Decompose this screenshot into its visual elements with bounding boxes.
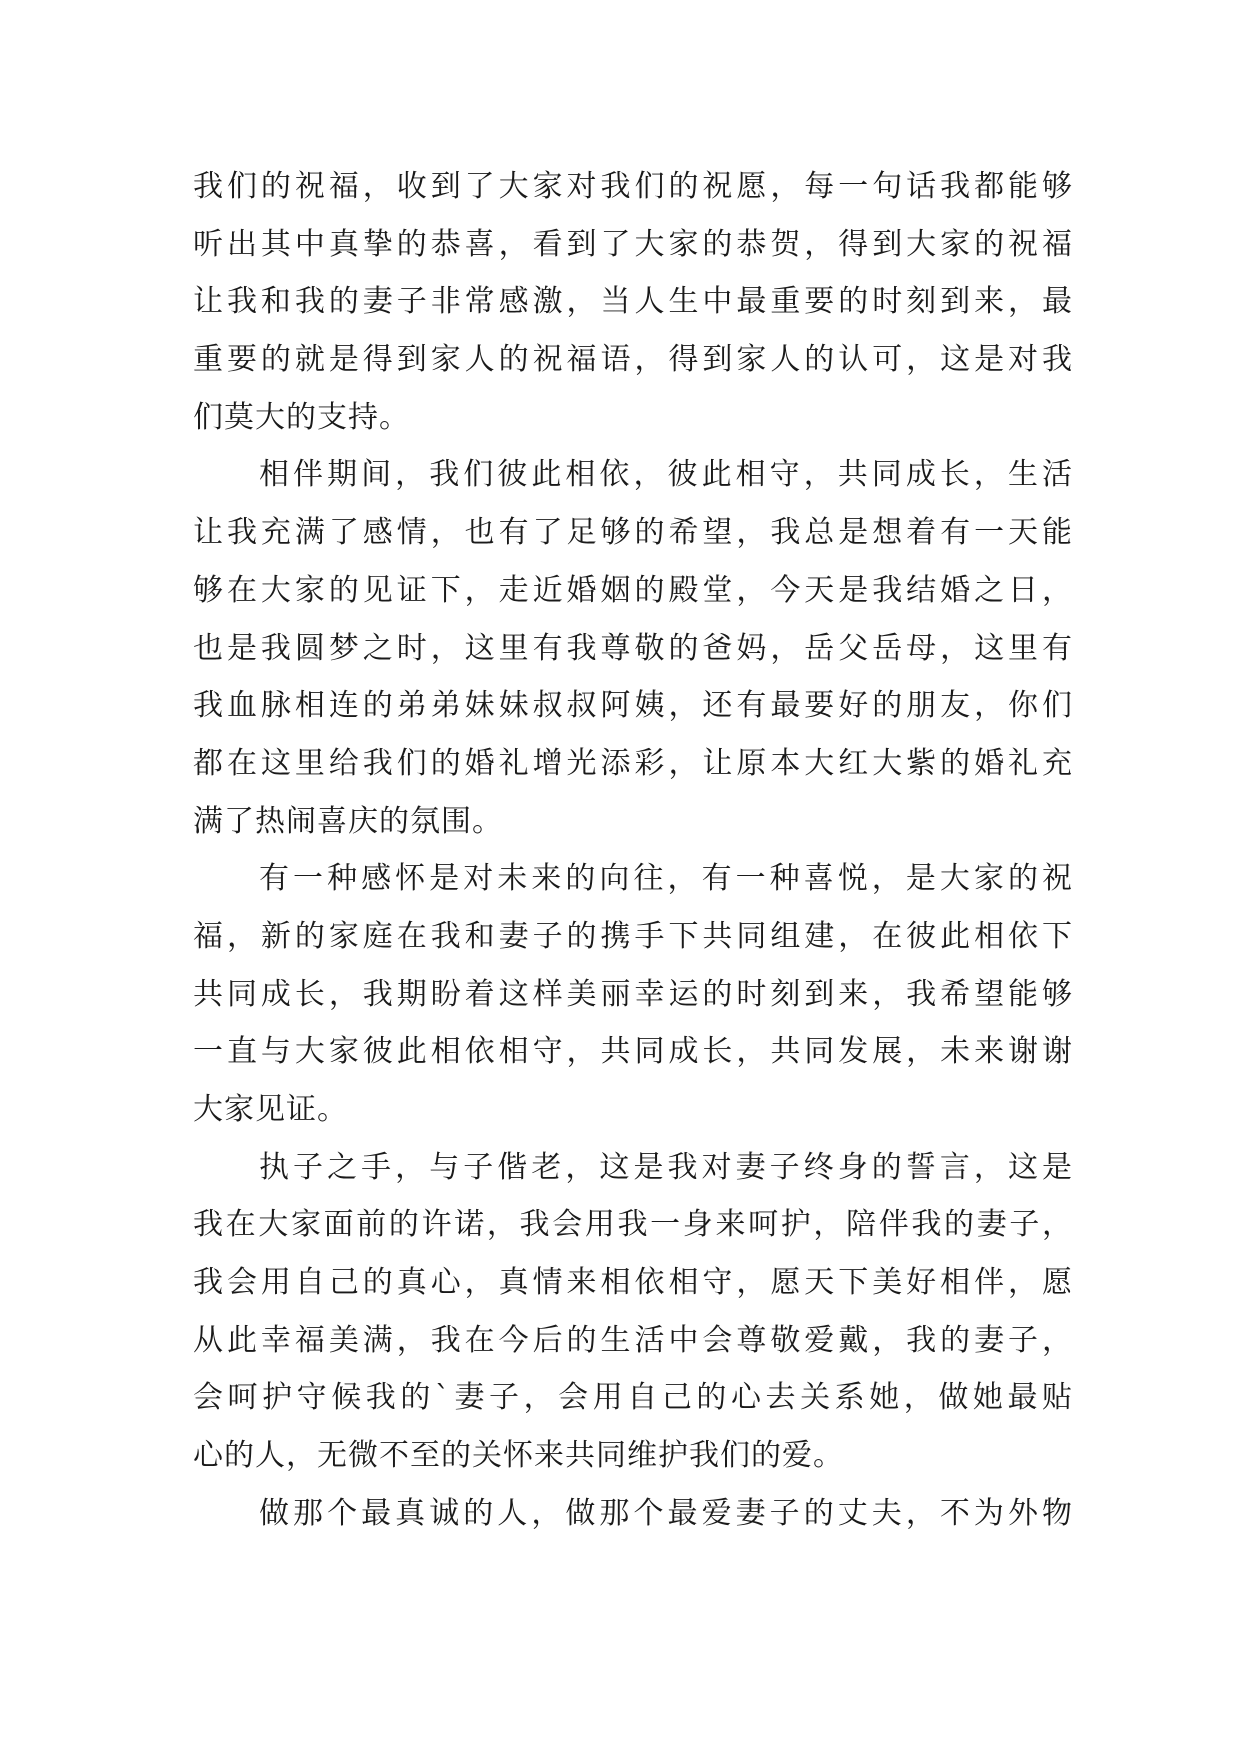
text-line: 让我充满了感情，也有了足够的希望，我总是想着有一天能 [193,515,1073,551]
text-line: 共同成长，我期盼着这样美丽幸运的时刻到来，我希望能够 [193,976,1073,1012]
text-line: 我会用自己的真心，真情来相依相守，愿天下美好相伴，愿 [193,1265,1073,1301]
text-line: 我们的祝福，收到了大家对我们的祝愿，每一句话我都能够 [193,169,1073,204]
text-line: 让我和我的妻子非常感激，当人生中最重要的时刻到来，最 [193,284,1073,320]
text-line: 我在大家面前的许诺，我会用我一身来呵护，陪伴我的妻子， [193,1207,1073,1243]
text-line: 重要的就是得到家人的祝福语，得到家人的认可，这是对我 [193,342,1073,378]
text-line: 们莫大的支持。 [193,399,410,435]
text-line: 执子之手，与子偕老，这是我对妻子终身的誓言，这是 [259,1149,1073,1185]
text-line: 够在大家的见证下，走近婚姻的殿堂，今天是我结婚之日， [193,572,1073,608]
text-line: 会呵护守候我的`妻子，会用自己的心去关系她，做她最贴 [193,1380,1073,1416]
text-line: 福，新的家庭在我和妻子的携手下共同组建，在彼此相依下 [193,918,1073,954]
text-line: 听出其中真挚的恭喜，看到了大家的恭贺，得到大家的祝福 [193,226,1073,262]
text-line: 从此幸福美满，我在今后的生活中会尊敬爱戴，我的妻子， [193,1322,1073,1358]
text-line: 都在这里给我们的婚礼增光添彩，让原本大红大紫的婚礼充 [193,745,1073,781]
text-line: 做那个最真诚的人，做那个最爱妻子的丈夫，不为外物 [259,1495,1073,1531]
text-line: 相伴期间，我们彼此相依，彼此相守，共同成长，生活 [259,457,1073,493]
text-line: 有一种感怀是对未来的向往，有一种喜悦，是大家的祝 [259,861,1073,897]
text-line: 满了热闹喜庆的氛围。 [193,803,503,839]
text-line: 心的人，无微不至的关怀来共同维护我们的爱。 [193,1438,844,1474]
text-line: 我血脉相连的弟弟妹妹叔叔阿姨，还有最要好的朋友，你们 [193,688,1073,724]
body-text [193,158,1073,1543]
text-line: 大家见证。 [193,1092,348,1127]
text-line: 也是我圆梦之时，这里有我尊敬的爸妈，岳父岳母，这里有 [193,630,1073,666]
text-line: 一直与大家彼此相依相守，共同成长，共同发展，未来谢谢 [193,1034,1073,1070]
